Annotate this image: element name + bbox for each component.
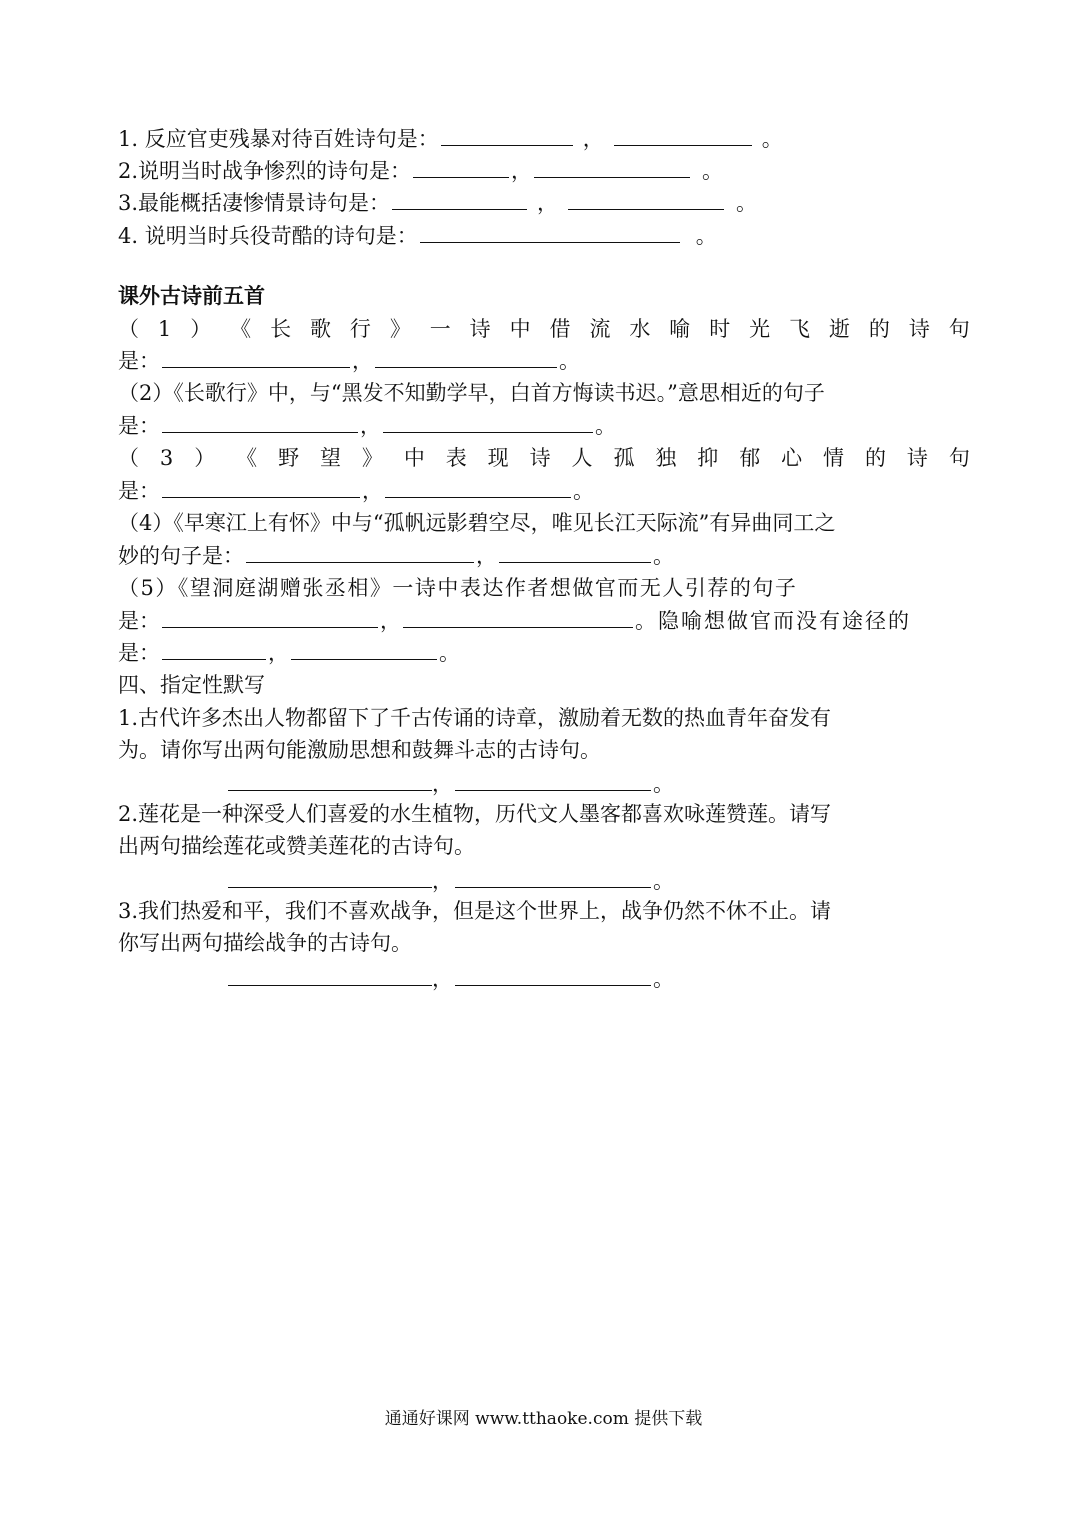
item1-line1	[118, 313, 970, 345]
answer-blank[interactable]	[568, 187, 724, 210]
c1-line2: 为。请你写出两句能激励思想和鼓舞斗志的古诗句。	[118, 738, 601, 762]
answer-blank[interactable]	[392, 187, 527, 210]
heading-char: 中	[509, 317, 531, 341]
heading-char: 水	[629, 317, 651, 341]
answer-blank[interactable]	[162, 605, 378, 628]
c2-line1: 2.莲花是一种深受人们喜爱的水生植物，历代文人墨客都喜欢咏莲赞莲。请写	[118, 802, 832, 826]
item3-line1	[118, 442, 970, 474]
heading-char: 的	[864, 446, 886, 470]
c1-line1: 1.古代许多杰出人物都留下了千古传诵的诗章，激励着无数的热血青年奋发有	[118, 706, 832, 730]
c2-answer: ， 。	[228, 865, 688, 897]
heading-char: 《	[230, 317, 252, 341]
heading-char: 歌	[309, 317, 331, 341]
heading-char: 望	[319, 446, 341, 470]
answer-blank[interactable]	[162, 410, 358, 433]
heading-char: 》	[361, 446, 383, 470]
answer-blank[interactable]	[246, 540, 474, 563]
heading-char: 的	[868, 317, 890, 341]
answer-blank[interactable]	[499, 540, 651, 563]
heading-char: ）	[194, 446, 216, 470]
heading-char: ）	[190, 317, 212, 341]
heading-char: 人	[571, 446, 593, 470]
heading-char: 心	[781, 446, 803, 470]
section-heading: 课外古诗前五首	[118, 283, 265, 308]
heading-char: 孤	[613, 446, 635, 470]
heading-char: 句	[948, 317, 970, 341]
heading-char: 一	[429, 317, 451, 341]
answer-blank[interactable]	[162, 475, 360, 498]
heading-char: 野	[278, 446, 300, 470]
heading-char: 抑	[697, 446, 719, 470]
heading-char: 独	[655, 446, 677, 470]
c3-line2: 你写出两句描绘战争的古诗句。	[118, 931, 412, 955]
answer-blank[interactable]	[534, 155, 690, 178]
heading-char: 句	[948, 446, 970, 470]
heading-char: （	[118, 317, 139, 341]
item1-line2: 是： ， 。	[118, 345, 970, 377]
answer-blank[interactable]	[162, 637, 266, 660]
item4-line2: 妙的句子是： ， 。	[118, 540, 970, 572]
c1-answer: ， 。	[228, 768, 688, 800]
answer-blank[interactable]	[291, 637, 437, 660]
heading-char: 表	[445, 446, 467, 470]
heading-char: 飞	[789, 317, 811, 341]
heading-char: 中	[403, 446, 425, 470]
heading-char: 逝	[828, 317, 850, 341]
heading-char: 郁	[739, 446, 761, 470]
heading-char: 诗	[908, 317, 930, 341]
question-a4: 4. 说明当时兵役苛酷的诗句是： 。	[118, 220, 970, 252]
question-a3: 3.最能概括凄惨情景诗句是： ， 。	[118, 187, 970, 219]
heading-char: 喻	[669, 317, 691, 341]
heading-char: 1	[157, 317, 172, 341]
answer-blank[interactable]	[441, 123, 573, 146]
item2-line2: 是： ， 。	[118, 410, 970, 442]
heading-char: 现	[487, 446, 509, 470]
heading-char: 光	[749, 317, 771, 341]
c2-line2: 出两句描绘莲花或赞美莲花的古诗句。	[118, 834, 475, 858]
heading-char: 诗	[529, 446, 551, 470]
item5-line1: （5）《望洞庭湖赠张丞相》一诗中表达作者想做官而无人引荐的句子	[118, 576, 798, 600]
item3-line2: 是： ， 。	[118, 475, 970, 507]
answer-blank[interactable]	[614, 123, 752, 146]
answer-blank[interactable]	[420, 220, 680, 243]
answer-blank[interactable]	[385, 475, 571, 498]
answer-blank[interactable]	[228, 963, 432, 986]
c3-answer: ， 。	[228, 963, 688, 995]
answer-blank[interactable]	[162, 345, 350, 368]
heading-char: 3	[159, 446, 174, 470]
answer-blank[interactable]	[455, 768, 651, 791]
question-a1: 1. 反应官吏残暴对待百姓诗句是： ， 。	[118, 123, 970, 155]
answer-blank[interactable]	[228, 768, 432, 791]
heading-char: 借	[549, 317, 571, 341]
heading-char: 》	[389, 317, 411, 341]
section-heading-4: 四、指定性默写	[118, 673, 265, 697]
c3-line1: 3.我们热爱和平，我们不喜欢战争，但是这个世界上，战争仍然不休不止。请	[118, 899, 832, 923]
heading-char: 情	[823, 446, 845, 470]
question-a2: 2.说明当时战争惨烈的诗句是： ， 。	[118, 155, 970, 187]
item2-line1: （2）《长歌行》中，与“黑发不知勤学早，白首方悔读书迟。”意思相近的句子	[118, 381, 825, 405]
heading-char: 行	[349, 317, 371, 341]
heading-char: 流	[589, 317, 611, 341]
heading-char: （	[118, 446, 139, 470]
item5-line2: 是： ， 。隐喻想做官而没有途径的	[118, 605, 970, 637]
answer-blank[interactable]	[455, 963, 651, 986]
item4-line1: （4）《早寒江上有怀》中与“孤帆远影碧空尽，唯见长江天际流”有异曲同工之	[118, 511, 836, 535]
item5-line3: 是： ， 。	[118, 637, 970, 669]
answer-blank[interactable]	[228, 865, 432, 888]
heading-char: 《	[236, 446, 258, 470]
answer-blank[interactable]	[383, 410, 593, 433]
answer-blank[interactable]	[403, 605, 633, 628]
answer-blank[interactable]	[413, 155, 509, 178]
heading-char: 诗	[906, 446, 928, 470]
answer-blank[interactable]	[455, 865, 651, 888]
heading-char: 诗	[469, 317, 491, 341]
answer-blank[interactable]	[375, 345, 557, 368]
page-footer: 通通好课网 www.tthaoke.com 提供下载	[384, 1409, 703, 1429]
heading-char: 时	[709, 317, 731, 341]
heading-char: 长	[270, 317, 292, 341]
